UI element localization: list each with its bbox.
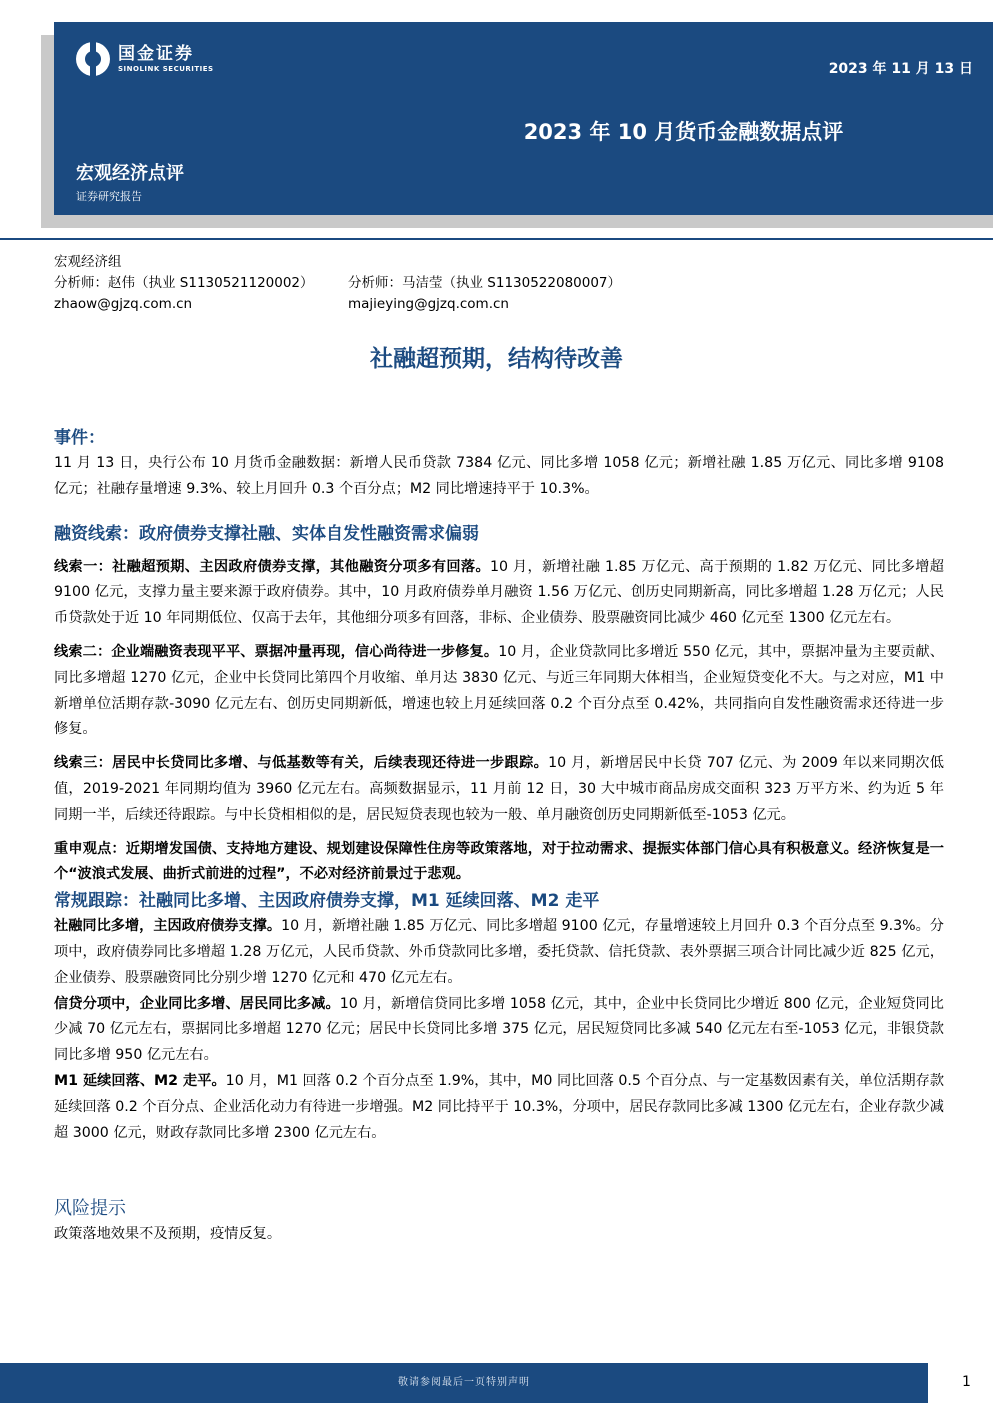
- section1-para-1: 线索一：社融超预期、主因政府债券支撑，其他融资分项多有回落。10 月，新增社融 1.85 万亿元、高于预期的 1.82 万亿元、同比多增超 9100 亿元，支撑力量主要来源于政府债券。其中，10 月政府债券单月融资 1.56 万亿元、创历史同期新高，同比多增超 1.28 万亿元；人民币贷款处于近 10 年同期低位、仅高于去年，其他细分项多有回落，非标、企业债券、股票融资同比减少 460 亿元至 1300 亿元左右。: [54, 558, 944, 627]
- analyst-1-email[interactable]: zhaow@gjzq.com.cn: [54, 296, 193, 312]
- logo-text: [118, 44, 214, 74]
- report-header: [54, 22, 993, 215]
- analyst-1: 分析师：赵伟（执业 S1130521120002）: [54, 275, 314, 291]
- header-divider: [0, 238, 993, 240]
- event-heading: 事件：: [54, 428, 105, 448]
- section1-para-2: 线索二：企业端融资表现平平、票据冲量再现，信心尚待进一步修复。10 月，企业贷款同比多增近 550 亿元，其中，票据冲量为主要贡献、同比多增超 1270 亿元，企业中长贷同比第四个月收缩、单月达 3830 亿元、与近三年同期大体相当，企业短贷变化不大。与之对应，M1 中新增单位活期存款-3090 亿元左右、创历史同期新低，增速也较上月延续回落 0.2 个百分点至 0.42%，共同指向自发性融资需求还待进一步修复。: [54, 643, 944, 738]
- event-text: 11 月 13 日，央行公布 10 月货币金融数据：新增人民币贷款 7384 亿元、同比多增 1058 亿元；新增社融 1.85 万亿元、同比多增 9108 亿元；社融存量增速 9.3%、较上月回升 0.3 个百分点；M2 同比增速持平于 10.3%。: [54, 455, 944, 497]
- page-number: 1: [962, 1374, 971, 1390]
- risk-text: 政策落地效果不及预期，疫情反复。: [54, 1226, 282, 1243]
- risk-heading: 风险提示: [54, 1198, 126, 1220]
- report-date: 2023 年 11 月 13 日: [828, 61, 973, 77]
- section2-para-2: 信贷分项中，企业同比多增、居民同比多减。10 月，新增信贷同比多增 1058 亿元，其中，企业中长贷同比少增近 800 亿元，企业短贷同比少减 70 亿元左右，票据同比多增超 1270 亿元；居民中长贷同比多增 375 亿元，居民短贷同比多减 540 亿元左右至-1053 亿元，非银贷款同比多增 950 亿元左右。: [54, 995, 944, 1064]
- logo-name-cn: 国金证券: [118, 44, 194, 64]
- section2-para-3: M1 延续回落、M2 走平。10 月，M1 回落 0.2 个百分点至 1.9%，其中，M0 同比回落 0.5 个百分点、与一定基数因素有关，单位活期存款延续回落 0.2 个百分点、企业活化动力有待进一步增强。M2 同比持平于 10.3%，分项中，居民存款同比多减 1300 亿元左右，企业存款少减超 3000 亿元，财政存款同比多增 2300 亿元左右。: [54, 1072, 945, 1141]
- section1-para-3: 线索三：居民中长贷同比多增、与低基数等有关，后续表现还待进一步跟踪。10 月，新增居民中长贷 707 亿元、为 2009 年以来同期次低值，2019-2021 年同期均值为 3960 亿元左右。高频数据显示，11 月前 12 日，30 大中城市商品房成交面积 323 万平方米、约为近 5 年同期一半，后续还待跟踪。与中长贷相相似的是，居民短贷表现也较为一般、单月融资创历史同期新低至-1053 亿元。: [54, 755, 944, 823]
- report-body: [54, 425, 944, 1248]
- report-title: 2023 年 10 月货币金融数据点评: [523, 120, 844, 144]
- main-title: 社融超预期，结构待改善: [370, 346, 623, 372]
- section1-para-4: 重申观点：近期增发国债、支持地方建设、规划建设保障性住房等政策落地，对于拉动需求、提振实体部门信心具有积极意义。经济恢复是一个“波浪式发展、曲折式前进的过程”，不必对经济前景过于悲观。: [54, 840, 944, 883]
- company-logo: [76, 42, 214, 76]
- logo-name-en: SINOLINK SECURITIES: [118, 65, 214, 73]
- research-group: 宏观经济组: [54, 254, 122, 270]
- analyst-2-email[interactable]: majieying@gjzq.com.cn: [348, 296, 509, 312]
- logo-icon: [76, 42, 110, 76]
- section2-para-1: 社融同比多增，主因政府债券支撑。10 月，新增社融 1.85 万亿元、同比多增超 9100 亿元，存量增速较上月回升 0.3 个百分点至 9.3%。分项中，政府债券同比多增超 1.28 万亿元，人民币贷款、外币贷款同比多增，委托贷款、信托贷款、表外票据三项合计同比减少近 825 亿元，企业债券、股票融资同比分别少增 1270 亿元和 470 亿元左右。: [54, 918, 944, 986]
- report-subcategory: 证券研究报告: [76, 190, 142, 203]
- analyst-2: 分析师：马洁莹（执业 S1130522080007）: [348, 275, 622, 291]
- section2-heading: 常规跟踪：社融同比多增、主因政府债券支撑，M1 延续回落、M2 走平: [54, 891, 600, 912]
- section1-heading: 融资线索：政府债券支撑社融、实体自发性融资需求偏弱: [54, 523, 479, 544]
- footer-disclaimer: 敬请参阅最后一页特别声明: [0, 1363, 928, 1403]
- authors-block: [54, 252, 621, 315]
- report-category: 宏观经济点评: [76, 163, 184, 184]
